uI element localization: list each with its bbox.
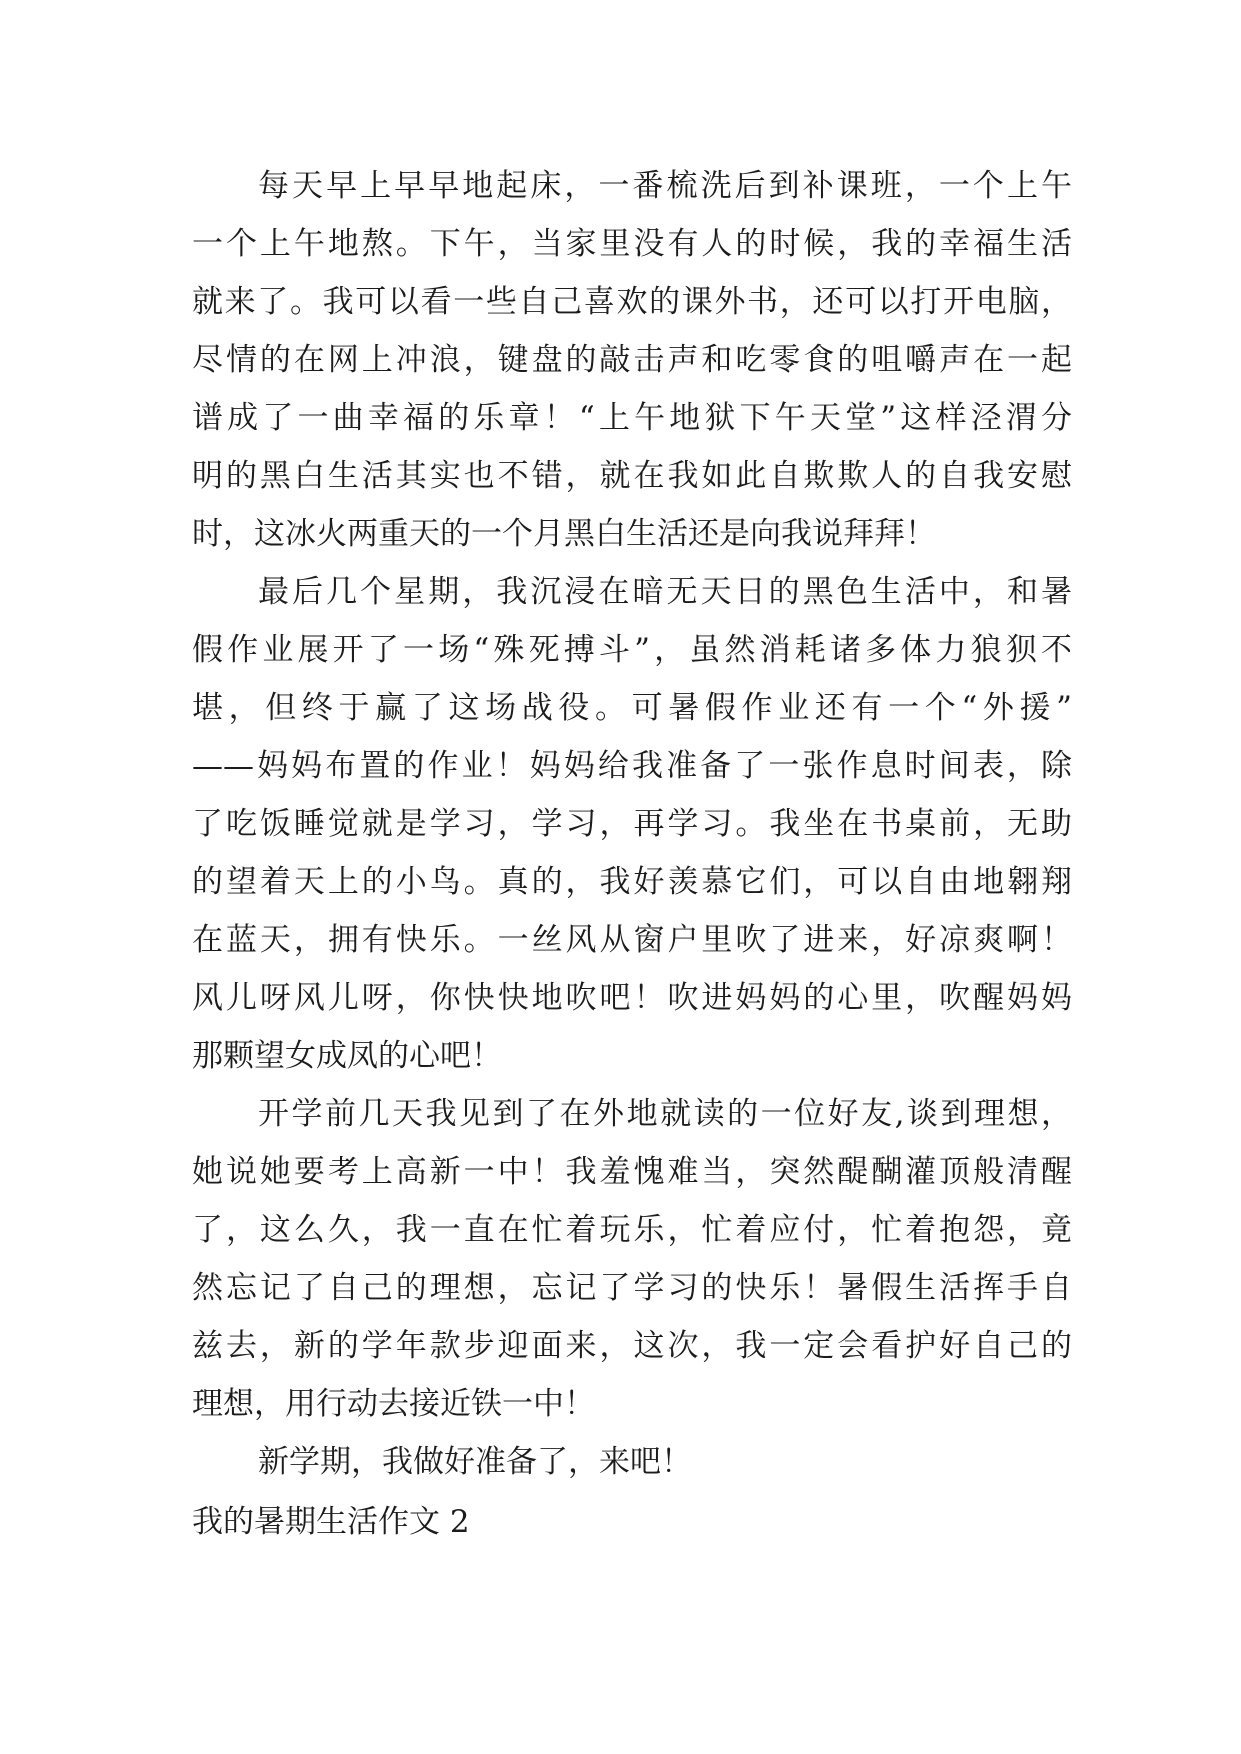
paragraph-3-line-5: 兹去，新的学年款步迎面来，这次，我一定会看护好自己的 (192, 1328, 1072, 1364)
paragraph-2-line-4: ——妈妈布置的作业！妈妈给我准备了一张作息时间表，除 (192, 748, 1072, 784)
paragraph-1-line-2: 一个上午地熬。下午，当家里没有人的时候，我的幸福生活 (192, 226, 1072, 262)
essay-heading: 我的暑期生活作文 2 (192, 1504, 470, 1540)
paragraph-2-line-6: 的望着天上的小鸟。真的，我好羡慕它们，可以自由地翱翔 (192, 864, 1072, 900)
paragraph-2-line-1: 最后几个星期，我沉浸在暗无天日的黑色生活中，和暑 (258, 574, 1072, 610)
paragraph-2-line-8: 风儿呀风儿呀，你快快地吹吧！吹进妈妈的心里，吹醒妈妈 (192, 980, 1072, 1016)
paragraph-3-line-4: 然忘记了自己的理想，忘记了学习的快乐！暑假生活挥手自 (192, 1270, 1072, 1306)
paragraph-2-line-7: 在蓝天，拥有快乐。一丝风从窗户里吹了进来，好凉爽啊！ (192, 922, 1072, 958)
paragraph-1-line-3: 就来了。我可以看一些自己喜欢的课外书，还可以打开电脑， (192, 284, 1072, 320)
paragraph-2-line-2: 假作业展开了一场“殊死搏斗”，虽然消耗诸多体力狼狈不 (192, 632, 1072, 668)
paragraph-1-line-5: 谱成了一曲幸福的乐章！“上午地狱下午天堂”这样泾渭分 (192, 400, 1072, 436)
paragraph-1-line-6: 明的黑白生活其实也不错，就在我如此自欺欺人的自我安慰 (192, 458, 1072, 494)
paragraph-3-line-6: 理想，用行动去接近铁一中！ (192, 1386, 595, 1422)
paragraph-2-line-9: 那颗望女成凤的心吧！ (192, 1038, 502, 1074)
paragraph-3-line-2: 她说她要考上高新一中！我羞愧难当，突然醍醐灌顶般清醒 (192, 1154, 1072, 1190)
paragraph-1-line-7: 时，这冰火两重天的一个月黑白生活还是向我说拜拜！ (192, 516, 936, 552)
paragraph-3-line-3: 了，这么久，我一直在忙着玩乐，忙着应付，忙着抱怨，竟 (192, 1212, 1072, 1248)
paragraph-1-line-1: 每天早上早早地起床，一番梳洗后到补课班，一个上午 (258, 168, 1072, 204)
paragraph-3-line-1: 开学前几天我见到了在外地就读的一位好友,谈到理想， (258, 1096, 1072, 1132)
paragraph-4-line-1: 新学期，我做好准备了，来吧！ (258, 1444, 692, 1480)
paragraph-1-line-4: 尽情的在网上冲浪，键盘的敲击声和吃零食的咀嚼声在一起 (192, 342, 1072, 378)
paragraph-2-line-3: 堪，但终于赢了这场战役。可暑假作业还有一个“外援” (192, 690, 1072, 726)
paragraph-2-line-5: 了吃饭睡觉就是学习，学习，再学习。我坐在书桌前，无助 (192, 806, 1072, 842)
